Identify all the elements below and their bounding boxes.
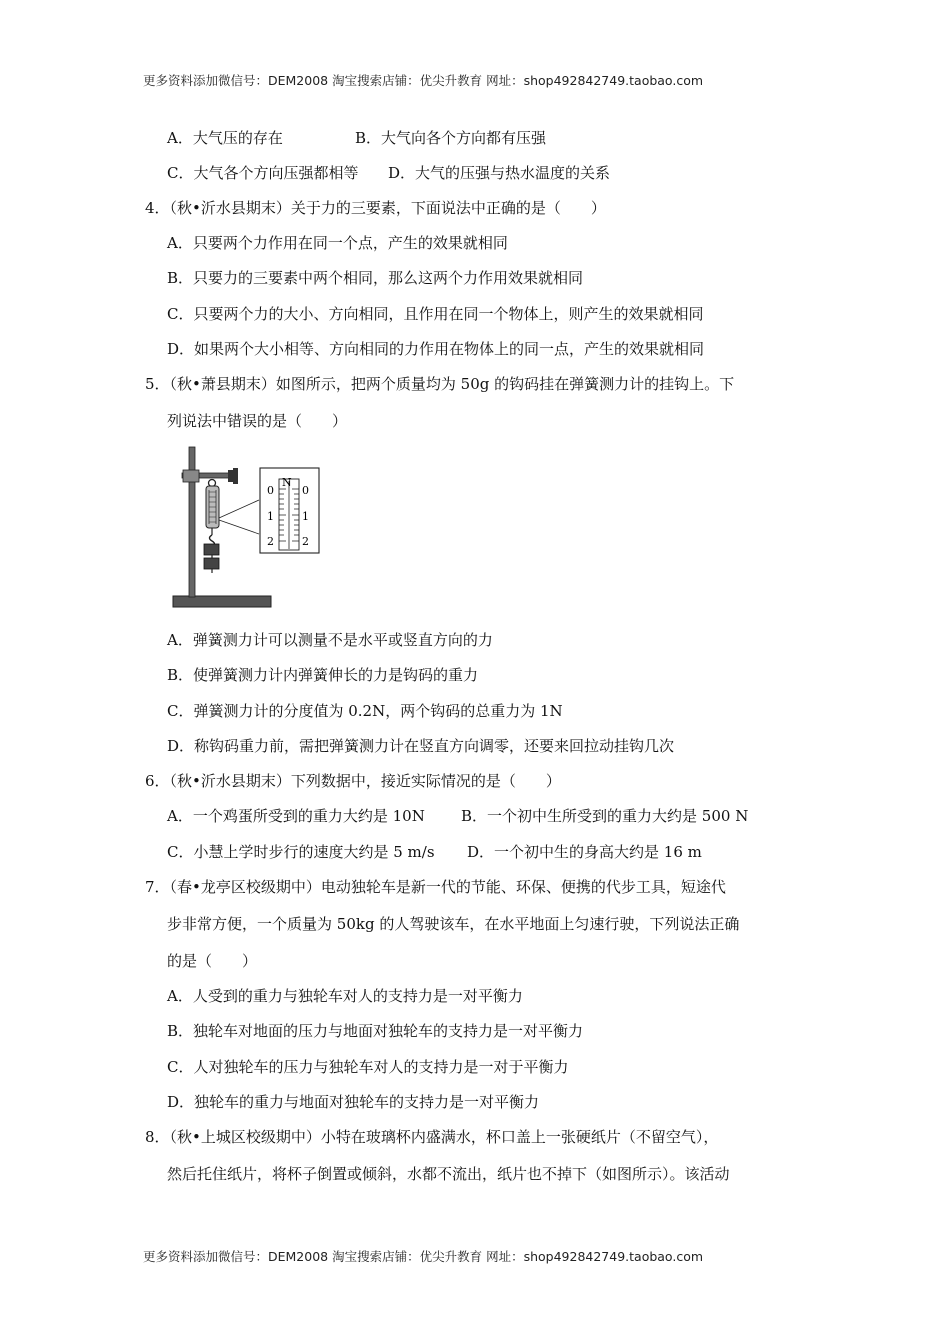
page-footer: 更多资料添加微信号：DEM2008 淘宝搜索店铺：优尖升教育 网址：shop492842749.taobao.com — [143, 1249, 704, 1264]
q4-option-a: A．只要两个力作用在同一个点，产生的效果就相同 — [167, 234, 508, 252]
q4-stem: 4．（秋•沂水县期末）关于力的三要素，下面说法中正确的是（ ） — [145, 199, 606, 217]
q5-option-c: C．弹簧测力计的分度值为 0.2N，两个钩码的总重力为 1N — [167, 702, 563, 720]
page-header: 更多资料添加微信号：DEM2008 淘宝搜索店铺：优尖升教育 网址：shop492842749.taobao.com — [143, 73, 704, 88]
q7-stem-line3: 的是（ ） — [167, 952, 258, 970]
q3-options-row2 — [167, 163, 610, 183]
q3-options-row1 — [167, 128, 546, 148]
q7-stem-line2: 步非常方便，一个质量为 50kg 的人驾驶该车，在水平地面上匀速行驶，下列说法正确 — [167, 915, 740, 933]
scale-left-tick-2: 2 — [267, 535, 274, 548]
q5-option-b: B．使弹簧测力计内弹簧伸长的力是钩码的重力 — [167, 666, 479, 684]
q6-option-a: A．一个鸡蛋所受到的重力大约是 10N — [167, 807, 425, 825]
q7-option-b: B．独轮车对地面的压力与地面对独轮车的支持力是一对平衡力 — [167, 1022, 584, 1040]
q7-option-c: C．人对独轮车的压力与独轮车对人的支持力是一对于平衡力 — [167, 1058, 569, 1076]
scale-right-tick-2: 2 — [302, 535, 309, 548]
q7-option-d: D．独轮车的重力与地面对独轮车的支持力是一对平衡力 — [167, 1093, 540, 1111]
scale-unit-label: N — [282, 476, 292, 489]
q5-option-a: A．弹簧测力计可以测量不是水平或竖直方向的力 — [167, 631, 493, 649]
q3-option-d: D．大气的压强与热水温度的关系 — [388, 164, 611, 182]
q7-stem-line1: 7．（春•龙亭区校级期中）电动独轮车是新一代的节能、环保、便携的代步工具，短途代 — [145, 878, 726, 896]
q3-option-a: A．大气压的存在 — [167, 129, 283, 147]
q8-stem-line1: 8．（秋•上城区校级期中）小特在玻璃杯内盛满水，杯口盖上一张硬纸片（不留空气）， — [145, 1128, 719, 1146]
q4-option-d: D．如果两个大小相等、方向相同的力作用在物体上的同一点，产生的效果就相同 — [167, 340, 705, 358]
q3-option-b: B．大气向各个方向都有压强 — [355, 129, 547, 147]
q7-option-a: A．人受到的重力与独轮车对人的支持力是一对平衡力 — [167, 987, 523, 1005]
q6-options-row1 — [167, 806, 748, 826]
spring-scale-figure — [168, 445, 328, 613]
q6-option-c: C．小慧上学时步行的速度大约是 5 m/s — [167, 843, 435, 861]
q4-option-b: B．只要力的三要素中两个相同，那么这两个力作用效果就相同 — [167, 269, 584, 287]
scale-right-tick-0: 0 — [302, 484, 309, 497]
q4-option-c: C．只要两个力的大小、方向相同，且作用在同一个物体上，则产生的效果就相同 — [167, 305, 704, 323]
q6-option-b: B．一个初中生所受到的重力大约是 500 N — [461, 807, 749, 825]
q5-stem-line2: 列说法中错误的是（ ） — [167, 412, 348, 430]
q6-stem: 6．（秋•沂水县期末）下列数据中，接近实际情况的是（ ） — [145, 772, 561, 790]
q5-option-d: D．称钩码重力前，需把弹簧测力计在竖直方向调零，还要来回拉动挂钩几次 — [167, 737, 675, 755]
q6-options-row2 — [167, 842, 702, 862]
scale-left-tick-0: 0 — [267, 484, 274, 497]
scale-right-tick-1: 1 — [302, 510, 309, 523]
q3-option-c: C．大气各个方向压强都相等 — [167, 164, 359, 182]
q5-stem-line1: 5．（秋•萧县期末）如图所示，把两个质量均为 50g 的钩码挂在弹簧测力计的挂钩上。下 — [145, 375, 735, 393]
q6-option-d: D．一个初中生的身高大约是 16 m — [467, 843, 702, 861]
q8-stem-line2: 然后托住纸片，将杯子倒置或倾斜，水都不流出，纸片也不掉下（如图所示）。该活动 — [167, 1165, 730, 1183]
scale-left-tick-1: 1 — [267, 510, 274, 523]
